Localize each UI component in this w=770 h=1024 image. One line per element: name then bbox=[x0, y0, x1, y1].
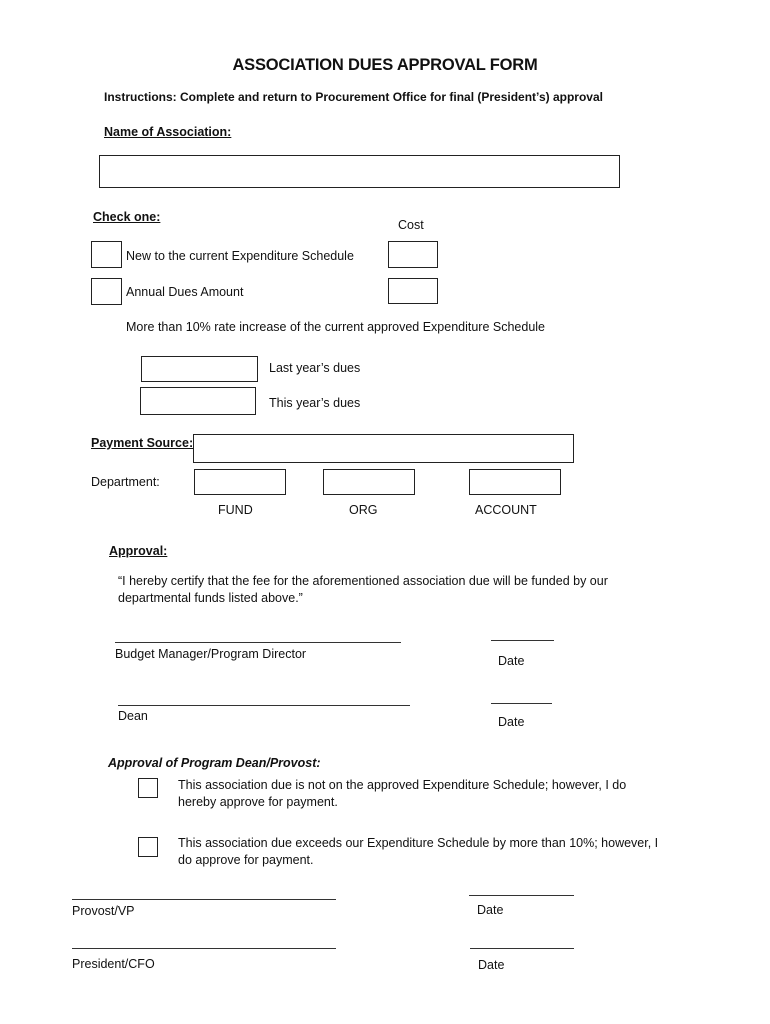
org-label: ORG bbox=[349, 503, 378, 517]
budget-manager-date-label: Date bbox=[498, 654, 525, 668]
account-field[interactable] bbox=[469, 469, 561, 495]
not-on-schedule-text: This association due is not on the approved Expenditure Schedule; however, I do hereby approve for payment. bbox=[178, 778, 627, 809]
instructions: Instructions: Complete and return to Procurement Office for final (President’s) approval bbox=[104, 90, 603, 104]
new-to-schedule-checkbox[interactable] bbox=[91, 241, 122, 268]
association-label: Name of Association: bbox=[104, 125, 232, 139]
dean-date-line[interactable] bbox=[491, 703, 552, 704]
president-date-label: Date bbox=[478, 958, 505, 972]
last-year-dues-field[interactable] bbox=[141, 356, 258, 382]
certification-text: “I hereby certify that the fee for the aforementioned association due will be funded by our departmental funds listed above.” bbox=[118, 574, 608, 605]
cost-label: Cost bbox=[398, 218, 424, 232]
annual-dues-cost-field[interactable] bbox=[388, 278, 438, 304]
fund-label: FUND bbox=[218, 503, 253, 517]
payment-source-label: Payment Source: bbox=[91, 436, 194, 450]
exceeds-schedule-checkbox[interactable] bbox=[138, 837, 158, 857]
approval-label: Approval: bbox=[109, 544, 168, 558]
payment-source-field[interactable] bbox=[193, 434, 574, 463]
org-field[interactable] bbox=[323, 469, 415, 495]
annual-dues-checkbox[interactable] bbox=[91, 278, 122, 305]
rate-increase-label: More than 10% rate increase of the current approved Expenditure Schedule bbox=[126, 320, 546, 334]
budget-manager-signature-line[interactable] bbox=[115, 642, 401, 643]
account-label: ACCOUNT bbox=[475, 503, 537, 517]
dean-signature-line[interactable] bbox=[118, 705, 410, 706]
exceeds-schedule-text: This association due exceeds our Expenditure Schedule by more than 10%; however, I do approve for payment. bbox=[178, 836, 659, 867]
new-to-schedule-label: New to the current Expenditure Schedule bbox=[126, 249, 354, 263]
provost-signature-line[interactable] bbox=[72, 899, 336, 900]
president-signature-line[interactable] bbox=[72, 948, 336, 949]
fund-field[interactable] bbox=[194, 469, 286, 495]
dean-date-label: Date bbox=[498, 715, 525, 729]
last-year-dues-label: Last year’s dues bbox=[269, 361, 361, 375]
dean-label: Dean bbox=[118, 709, 148, 723]
not-on-schedule-checkbox[interactable] bbox=[138, 778, 158, 798]
this-year-dues-field[interactable] bbox=[140, 387, 256, 415]
new-to-schedule-cost-field[interactable] bbox=[388, 241, 438, 268]
check-one-label: Check one: bbox=[93, 210, 161, 224]
this-year-dues-label: This year’s dues bbox=[269, 396, 361, 410]
dean-provost-approval-label: Approval of Program Dean/Provost: bbox=[108, 756, 321, 770]
form-title: ASSOCIATION DUES APPROVAL FORM bbox=[232, 56, 538, 74]
president-label: President/CFO bbox=[72, 957, 155, 971]
association-name-field[interactable] bbox=[99, 155, 620, 188]
budget-manager-date-line[interactable] bbox=[491, 640, 554, 641]
annual-dues-label: Annual Dues Amount bbox=[126, 285, 244, 299]
budget-manager-label: Budget Manager/Program Director bbox=[115, 647, 307, 661]
provost-date-label: Date bbox=[477, 903, 504, 917]
president-date-line[interactable] bbox=[470, 948, 574, 949]
department-label: Department: bbox=[91, 475, 160, 489]
provost-label: Provost/VP bbox=[72, 904, 135, 918]
provost-date-line[interactable] bbox=[469, 895, 574, 896]
